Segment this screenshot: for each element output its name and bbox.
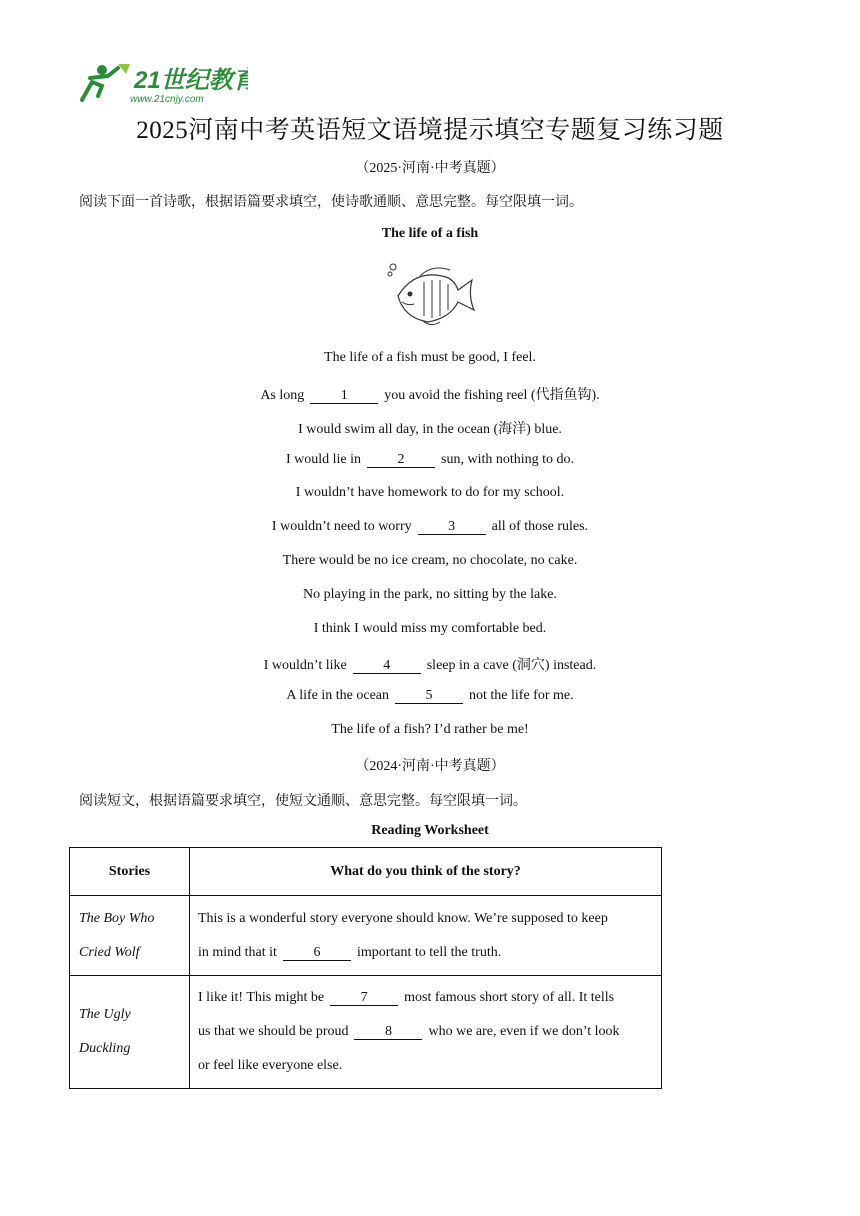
poem-line: The life of a fish must be good, I feel. bbox=[324, 350, 536, 365]
instruction-1: 阅读下面一首诗歌，根据语篇要求填空，使诗歌通顺、意思完整。每空限填一词。 bbox=[79, 195, 583, 210]
poem-line: I wouldn’t like 4 sleep in a cave (洞穴) instead. bbox=[263, 658, 597, 673]
answer-blank-8[interactable]: 8 bbox=[354, 1025, 422, 1040]
poem-line: I wouldn’t need to worry 3 all of those rules. bbox=[271, 519, 589, 534]
poem-line: I think I would miss my comfortable bed. bbox=[313, 621, 547, 636]
source-2024: （2024·河南·中考真题） bbox=[355, 759, 505, 774]
source-2025: （2025·河南·中考真题） bbox=[355, 161, 505, 176]
logo-url: www.21cnjy.com bbox=[130, 94, 204, 105]
poem-line: A life in the ocean 5 not the life for me. bbox=[286, 688, 574, 703]
logo-brand: 21世纪教育 bbox=[134, 67, 248, 94]
header-stories: Stories bbox=[70, 848, 190, 896]
reading-worksheet-table bbox=[69, 847, 662, 1089]
header-opinion: What do you think of the story? bbox=[190, 848, 662, 896]
answer-blank-6[interactable]: 6 bbox=[283, 946, 351, 961]
answer-blank-1[interactable]: 1 bbox=[310, 389, 378, 404]
story-title: The Ugly Duckling bbox=[70, 976, 190, 1089]
poem-title: The life of a fish bbox=[381, 226, 479, 241]
poem-line: No playing in the park, no sitting by the lake. bbox=[303, 587, 557, 602]
instruction-2: 阅读短文，根据语篇要求填空，使短文通顺、意思完整。每空限填一词。 bbox=[79, 794, 527, 809]
poem-line: The life of a fish? I’d rather be me! bbox=[331, 722, 529, 737]
fish-icon bbox=[384, 262, 476, 328]
answer-blank-2[interactable]: 2 bbox=[367, 453, 435, 468]
runner-logo-icon bbox=[78, 60, 248, 106]
table-row bbox=[70, 896, 662, 976]
poem-line: I would lie in 2 sun, with nothing to do. bbox=[285, 452, 575, 467]
story-title: The Boy Who Cried Wolf bbox=[70, 896, 190, 976]
story-opinion: I like it! This might be 7 most famous short story of all. It tells us that we should be proud 8 who we are, even if we don’t look or feel like everyone else. bbox=[190, 976, 662, 1089]
poem-line: There would be no ice cream, no chocolate, no cake. bbox=[282, 553, 578, 568]
answer-blank-4[interactable]: 4 bbox=[353, 659, 421, 674]
poem-line: I would swim all day, in the ocean (海洋) blue. bbox=[298, 422, 562, 437]
answer-blank-7[interactable]: 7 bbox=[330, 991, 398, 1006]
poem-line: As long 1 you avoid the fishing reel (代指鱼钩). bbox=[260, 388, 600, 403]
answer-blank-5[interactable]: 5 bbox=[395, 689, 463, 704]
answer-blank-3[interactable]: 3 bbox=[418, 520, 486, 535]
story-opinion: This is a wonderful story everyone should know. We’re supposed to keep in mind that it 6 important to tell the truth. bbox=[190, 896, 662, 976]
worksheet-title: Reading Worksheet bbox=[371, 823, 489, 838]
table-row bbox=[70, 976, 662, 1089]
page-title: 2025河南中考英语短文语境提示填空专题复习练习题 bbox=[136, 117, 724, 144]
poem-line: I wouldn’t have homework to do for my school. bbox=[295, 485, 565, 500]
table-header-row bbox=[70, 848, 662, 896]
logo bbox=[78, 60, 248, 106]
